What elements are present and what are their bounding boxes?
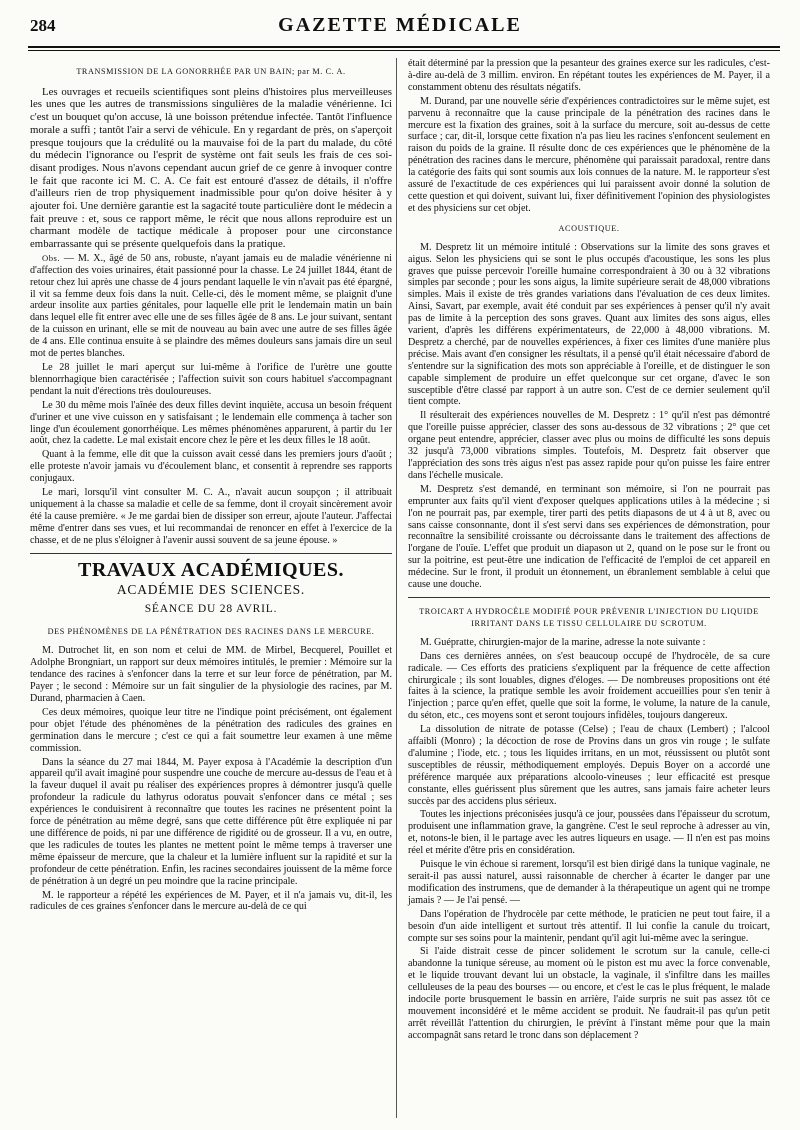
article-title-gonorrhee: TRANSMISSION DE LA GONORRHÉE PAR UN BAIN; par M. C. A. — [76, 67, 346, 76]
paragraph: Dans la séance du 27 mai 1844, M. Payer exposa à l'Académie la description d'un appareil qu'il avait imaginé pour suspendre une couche de mercure au-dessus de l'eau et à la faveur duquel il avait pu réaliser des expériences propres à démontrer jusqu'à quelle profondeur la radicule du lathyrus odoratus pouvait s'enfoncer dans ce métal ; ses expériences le conduisirent à reconnaître que toutes les racines ne présentent point la force de pénétration au même degré, sans que cette différence pût être expliquée ni par une différence de poids, ni par une différence de rigidité ou de grosseur. Il a vu, en outre, que les radicules de toutes les plantes ne mettent point le même temps à traverser une même épaisseur de mercure, que la chaleur et la lumière influent sur la rapidité et sur la profondeur de cette pénétration. Enfin, les racines secondaires jouissent de la même force de pénétration à un degré un peu moindre que la racine principale. — [30, 756, 392, 887]
academy-title: ACADÉMIE DES SCIENCES. — [116, 582, 306, 598]
header-rule-thin — [28, 50, 780, 51]
section-divider — [408, 597, 770, 598]
section-divider — [30, 553, 392, 554]
paragraph: Ces deux mémoires, quoique leur titre ne l'indique point précisément, ont également pour objet l'étude des phénomènes de la pénétration des radicules des graines en germination dans le mercure ; c'est ce qui a fait soumettre leur examen à une même commission. — [30, 706, 392, 754]
paragraph: M. Despretz s'est demandé, en terminant son mémoire, si l'on ne pourrait pas emprunter aux faits qu'il vient d'exposer quelques applications utiles à la médecine ; si l'on ne pourrait pas, par exemple, tirer parti des petits diapasons de ut 4 à ut 8, avec ou sans caisse consonnante, dont il s'est servi dans ses expériences de démonstration, pour reconnaître la sensibilité croissante ou décroissante dans le traitement des affections de l'organe de l'ouïe. L'effet que produit un diapason ut 2, quand on le pose sur le front ou sur la poitrine, est peut-être une indication de l'efficacité de l'emploi de cet appareil en médecine. Sur le front, il produit un étonnement, un ébranlement semblable à celui que cause une douche. — [408, 483, 770, 591]
paragraph: M. Guépratte, chirurgien-major de la marine, adresse la note suivante : — [420, 636, 706, 648]
header-rule — [28, 46, 780, 48]
paragraph: était déterminé par la pression que la pesanteur des graines exerce sur les radicules, c'est-à-dire au-delà de 3 millim. environ. En répétant toutes les expériences de M. Payer, il a constamment obtenu des résultats négatifs. — [408, 58, 770, 93]
paragraph: Le 28 juillet le mari aperçut sur lui-même à l'orifice de l'urètre une goutte blennorrhagique bien caractérisée ; l'affection suivit son cours habituel s'accompagnant pendant la nuit d'érections très douloureuses. — [30, 362, 392, 397]
paragraph: Quant à la femme, elle dit que la cuisson avait cessé dans les premiers jours d'août ; elle proteste n'avoir jamais vu d'écoulement blanc, et consentit à reprendre ses rapports conjugaux. — [30, 449, 392, 485]
paragraph: Puisque le vin échoue si rarement, lorsqu'il est bien dirigé dans la tunique vaginale, ne serait-il pas aussi naturel, aussi raisonnable de chercher à écarter le danger par une modification des instrumens, que de demander à la thérapeutique un agent qui ne trompe jamais ? — Je l'ai pensé. — — [408, 859, 770, 906]
article-intro: Les ouvrages et recueils scientifiques sont pleins d'histoires plus merveilleuses les unes que les autres de transmissions singulières de la maladie vénérienne. Ici c'est un bouquet qu'on accuse, là une boisson prétendue infectée. Tantôt l'influence morale a suffi ; tantôt l'air a servi de véhicule. En y regardant de près, on s'aperçoit presque toujours que la crédulité ou la mauvaise foi de la part du malade, du côté du médecin l'ignorance ou l'esprit de système ont fait seuls les frais de ces soi-disant prodiges. Nous n'avons cependant aucun grief de ce genre à invoquer contre le fait que raconte ici M. C. A. Ce fait est entouré d'assez de détails, il n'offre d'ailleurs rien de trop physiquement inadmissible pour qu'on doive hésiter à y ajouter foi. Une dernière garantie est la sagacité toute particulière dont le médecin a fait preuve : et, sous ce rapport même, le récit que nous allons reproduire est un charmant modèle de tactique médicale à proposer pour une circonstance embarrassante qui se présente quelquefois dans la pratique. — [30, 85, 392, 251]
paragraph: M. Dutrochet lit, en son nom et celui de MM. de Mirbel, Becquerel, Pouillet et Adolphe Brongniart, un rapport sur deux mémoires intitulés, le premier : Mémoire sur la tendance des racines à s'enfoncer dans la terre et sur leur force de pénétration, par M. Payer ; le second : Mémoire sur un fait singulier de la physiologie des racines, par M. Durand, pharmacien à Caen. — [30, 645, 392, 705]
paragraph: Le 30 du même mois l'aînée des deux filles devint inquiète, accusa un besoin fréquent d'uriner et une vive cuisson en y satisfaisant ; le lendemain elle commença à tacher son linge d'un écoulement gonorrhéique. Les mêmes phénomènes apparurent, à partir du 1er août, chez la cadette. Le mal existait encore chez le père et les deux filles le 18 août. — [30, 399, 392, 447]
paragraph: M. Durand, par une nouvelle série d'expériences contradictoires sur le même sujet, est parvenu à reconnaître que la cause principale de la pénétration des racines dans le mercure est la fixation des graines, soit à la surface du mercure, soit au-dessus de cette surface ; car, dit-il, lorsque cette fixation n'a pas lieu les racines s'enfoncent seulement en raison du poids de la graine. Il résulte donc de ces expériences que le phénomène de la pénétration des racines dans le mercure, phénomène qui paraissait paradoxal, rentre dans la catégorie des faits qui sont soumis aux lois connues de la nature. M. le rapporteur s'est assuré de l'exactitude de ces expériences qui lui paraissent avoir donné la solution de cette question et qui doivent, suivant lui, fixer définitivement l'opinion des physiologistes et des physiciens sur cet objet. — [408, 95, 770, 214]
article-title-acoustique: ACOUSTIQUE. — [558, 223, 620, 233]
paragraph: Le mari, lorsqu'il vint consulter M. C. A., n'avait aucun soupçon ; il attribuait uniquement à la chasse sa maladie et celle de sa femme, dont il croyait sincèrement avoir été la cause première. « Je me gardai bien de dissiper son erreur, ajoute l'auteur. J'affectai même d'entrer dans ses vues, et lui recommandai de renoncer en effet à l'exercice de la chasse, et de ne plus s'éloigner à l'avenir aussi souvent de sa jeune épouse. » — [30, 487, 392, 546]
section-title: TRAVAUX ACADÉMIQUES. — [78, 558, 344, 581]
paragraph: Dans l'opération de l'hydrocèle par cette méthode, le praticien ne peut tout faire, il a besoin d'un aide intelligent et surtout très attentif. Il lui confie la canule du troicart, compte sur ses soins pour la maintenir, pendant qu'il agit lui-même avec la seringue. — [408, 908, 770, 944]
left-column — [30, 58, 392, 915]
paragraph: La dissolution de nitrate de potasse (Celse) ; l'eau de chaux (Lembert) ; l'alcool affaibli (Monro) ; la décoction de rose de Provins dans un gros vin rouge ; le sulfate d'alumine ; l'iode, etc. ; tous les liquides irritans, en un mot, réussissent ou plutôt sont susceptibles de réussir, méthodiquement employés. Depuis Boyer on a accordé une préférence marquée aux préparations alcoolo-vineuses ; leur efficacité est presque constante, elles guérissent plus sûrement que les autres, sans jamais faire acheter leurs succès par des accidens plus sérieux. — [408, 724, 770, 807]
paragraph: M. Despretz lit un mémoire intitulé : Observations sur la limite des sons graves et aigus. Selon les physiciens qui se sont le plus occupés d'acoustique, les sons les plus graves que puisse percevoir l'oreille humaine correspondraient à 30 ou à 32 vibrations simples par seconde ; pour les sons aigus, la limite supérieure serait de 48,000 vibrations simples. Mais il existe de très grandes variations dans l'évaluation de ces deux limites. Ainsi, Savart, par exemple, avait été conduit par ses expériences à penser qu'il n'y avait pas de limite à la perception des sons graves. Quant aux limites des sons aigus, elles varient, d'après les différens expérimentateurs, de 22,000 à 48,000 vibrations. M. Despretz a cherché, par de nouvelles expériences, à fixer ces limites d'une manière plus précise. Mais avant d'en consigner les résultats, il a pensé qu'il était nécessaire d'abord de s'entendre sur la signification des mots son appréciable à l'oreille, et de distinguer le son capable simplement de produire un effet quelconque sur cet organe, d'avec le son susceptible d'être classé par rapport à un autre son. C'est de ce dernier seulement qu'il tient compte. — [408, 241, 770, 408]
article-title-troicart: TROICART A HYDROCÈLE MODIFIÉ POUR PRÉVENIR L'INJECTION DU LIQUIDE IRRITANT DANS LE TISSU CELLULAIRE DU SCROTUM. — [419, 606, 759, 628]
page-number: 284 — [30, 16, 56, 35]
obs-label: Obs. — [42, 252, 60, 263]
observation-paragraph — [30, 253, 392, 360]
obs-text: — M. X., âgé de 50 ans, robuste, n'ayant jamais eu de maladie vénérienne ni d'affection des voies urinaires, était passionné pour la chasse. Le 24 juillet 1844, étant de retour chez lui après une chasse de 4 jours pendant laquelle le vin n'avait pas été épargné, il vit sa femme deux fois dans la nuit. Celle-ci, dès le moment même, se plaignit d'une ardeur insolite aux parties génitales, pour laquelle elle prit le lendemain matin un bain dans lequel elle fit entrer avec elle une de ses filles âgée de 8 ans. Le jour suivant, sentant de la cuisson en urinant, elle se mit de nouveau au bain avec une autre de ses filles âgée de 4 ans. Elle continua ensuite à se plaindre des mêmes douleurs sans jamais dire un seul mot de pertes blanches. — [30, 252, 392, 360]
paragraph: Dans ces dernières années, on s'est beaucoup occupé de l'hydrocèle, de sa cure radicale. — Ces efforts des praticiens s'expliquent par la fréquence de cette affection chirurgicale ; ils sont louables, dignes d'éloges. — De nombreuses propositions ont été faites à la science, la pratique semble les avoir froidement accueillies pour s'en tenir à l'injection ; parce qu'en effet, quelle que soit la forme, le volume, la nature de la canule, du séton, etc., ces moyens sont et seront toujours infidèles, toujours dangereux. — [408, 650, 770, 722]
journal-title: GAZETTE MÉDICALE — [278, 14, 522, 36]
right-column — [408, 58, 770, 1044]
article-title-racines: DES PHÉNOMÈNES DE LA PÉNÉTRATION DES RACINES DANS LE MERCURE. — [47, 626, 375, 636]
column-divider — [396, 58, 397, 1118]
paragraph: M. le rapporteur a répété les expériences de M. Payer, et il n'a jamais vu, dit-il, les radicules de ces graines s'enfoncer dans le mercure au-delà de ce qui — [30, 889, 392, 913]
paragraph: Si l'aide distrait cesse de pincer solidement le scrotum sur la canule, celle-ci abandonne la tunique séreuse, au moment où le piston est mu avec la force convenable, et le liquide trouvant devant lui un obstacle, la vaginale, il s'infiltre dans les mailles celluleuses de la peau des bourses — ou encore, et c'est le cas le plus fréquent, le malade indocile porte brusquement le bassin en arrière, l'aide surpris ne suit pas assez tôt ce mouvement inconsidéré et le même accident se produit. Ne faudrait-il pas qu'un petit arrêt réveillât l'attention du chirurgien, le prévînt à l'instant même pour que la main accompagnât sans retard le tronc dans son déplacement ? — [408, 946, 770, 1041]
paragraph: Toutes les injections préconisées jusqu'à ce jour, poussées dans l'épaisseur du scrotum, produisent une inflammation grave, la gangrène. C'est le seul reproche à adresser au vin, et, notons-le bien, il le partage avec les autres liqueurs en usage. — Il n'en est pas moins réel et mérite d'être pris en considération. — [408, 809, 770, 857]
seance-date: SÉANCE DU 28 AVRIL. — [144, 603, 278, 615]
paragraph: Il résulterait des expériences nouvelles de M. Despretz : 1° qu'il n'est pas démontré que l'oreille puisse apprécier, classer des sons au-dessous de 32 vibrations ; 2° que cet organe peut entendre, apprécier, classer avec plus ou moins de difficulté les sons depuis 32 jusqu'à 73,000 vibrations simples. Toutefois, M. Despretz fait observer que l'appréciation des sons très aigus n'est pas assez rapide pour qu'on puisse les faire entrer dans l'échelle musicale. — [408, 410, 770, 481]
